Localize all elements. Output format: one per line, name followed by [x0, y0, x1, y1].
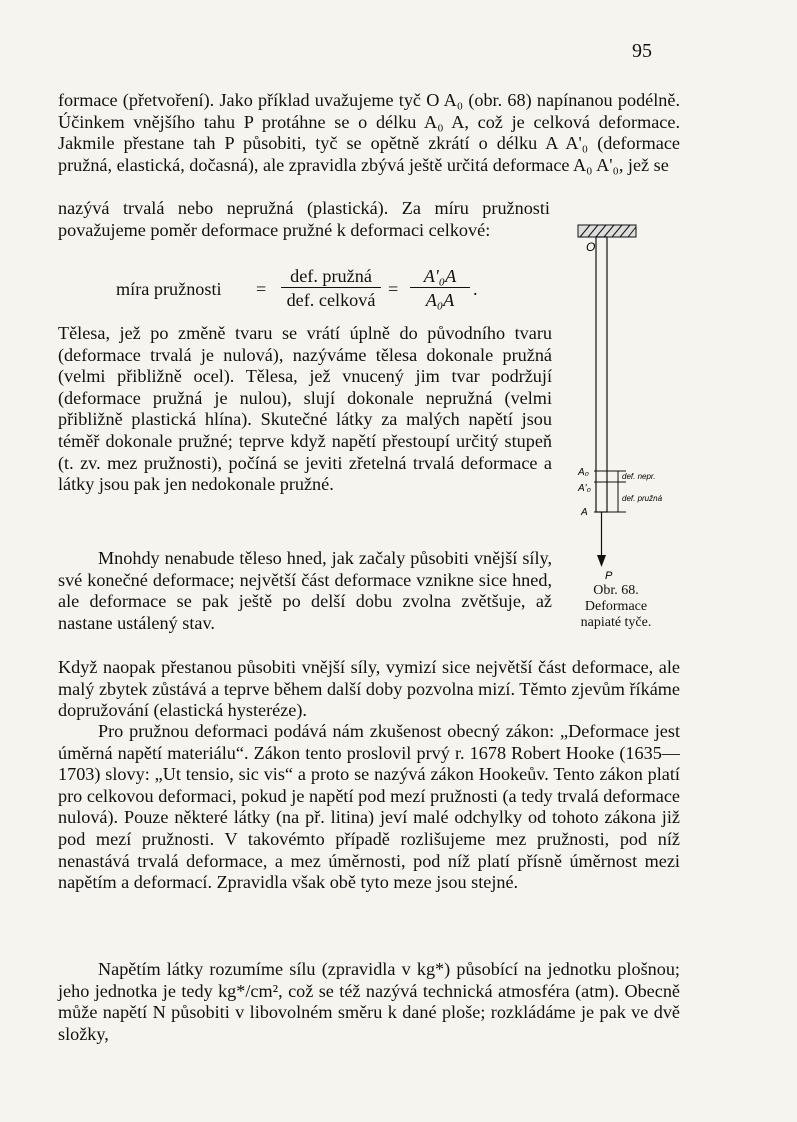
label-A0-prime: A'₀	[578, 483, 591, 494]
paragraph-3-top: Mnohdy nenabude těleso hned, jak začaly působiti vnější síly, své konečné deformace; největší část deformace vznikne sice hned, ale deformace se pak ještě po delší dobu zvolna zvětšuje, až nastane ustálený stav.	[58, 548, 552, 633]
annotation-def-nepr: def. nepr.	[622, 472, 656, 481]
caption-number: Obr. 68.	[593, 583, 639, 598]
fraction-symbols-numerator: A'₀A	[410, 265, 470, 288]
paragraph-3-bottom: Když naopak přestanou působiti vnější síly, vymizí sice největší část deformace, ale malý zbytek zůstává a teprve během další doby pozvolna mizí. Těmto zjevům říkáme dopružování (elastická hysteréze).	[58, 657, 680, 721]
formula-label: míra pružnosti	[116, 279, 222, 299]
paragraph-2: Tělesa, jež po změně tvaru se vrátí úplně do původního tvaru (deformace trvalá je nulová), nazýváme tělesa dokonale pružná (velmi přibližně ocel). Tělesa, jež vnucený jim tvar podržují (deformace pružná je nulou), slují dokonale nepružná (velmi přibližně plastická hlína). Skutečné látky za malých napětí jsou téměř dokonale pružné; teprve když napětí přestoupí určitý stupeň (t. zv. mez pružnosti), počíná se jeviti zřetelná trvalá deformace a látky jsou pak jen nedokonale pružné.	[58, 323, 552, 495]
label-O: O	[586, 240, 596, 254]
fraction-symbols-denominator: A₀A	[425, 290, 455, 310]
elasticity-formula	[116, 265, 586, 315]
force-arrow-head	[597, 555, 606, 567]
paragraph-5: Napětím látky rozumíme sílu (zpravidla v kg*) působící na jednotku plošnou; jeho jednotka je tedy kg*/cm², což se též nazývá technická atmosféra (atm). Obecně může napětí N působiti v libovolném směru k dané ploše; rozkládáme je pak ve dvě složky,	[58, 959, 680, 1044]
fraction-words	[281, 265, 381, 312]
paragraph-1-top: formace (přetvoření). Jako příklad uvažujeme tyč O A₀ (obr. 68) napínanou podélně. Účinkem vnějšího tahu P protáhne se o délku A₀ A, což je celková deformace. Jakmile přestane tah P působiti, tyč se opětně zkrátí o délku A A'₀ (deformace pružná, elastická, dočasná), ale zpravidla zbývá ještě určitá deformace A₀ A'₀, jež se	[58, 90, 680, 175]
fraction-symbols	[410, 265, 470, 312]
label-P: P	[605, 570, 613, 582]
formula-equals-1: =	[256, 279, 267, 299]
paragraph-1-bottom: nazývá trvalá nebo nepružná (plastická). Za míru pružnosti považujeme poměr deformace pružné k deformaci celkové:	[58, 198, 550, 240]
ceiling-hatch	[578, 225, 636, 237]
formula-equals-2: =	[388, 279, 399, 299]
caption-title: Deformace	[584, 599, 648, 614]
figure-caption	[556, 583, 676, 631]
fraction-words-denominator: def. celková	[286, 290, 376, 310]
formula-period: .	[473, 279, 478, 299]
caption-subtitle: napiaté tyče.	[580, 615, 652, 630]
page-number: 95	[632, 40, 652, 62]
label-A: A	[581, 507, 588, 518]
annotation-def-pruzna: def. pružná	[622, 494, 663, 503]
label-A0: A₀	[578, 467, 589, 478]
fraction-words-numerator: def. pružná	[281, 265, 381, 288]
paragraph-4: Pro pružnou deformaci podává nám zkušenost obecný zákon: „Deformace jest úměrná napětí materiálu“. Zákon tento proslovil prvý r. 1678 Robert Hooke (1635—1703) slovy: „Ut tensio, sic vis“ a proto se nazývá zákon Hookeův. Tento zákon platí pro celkovou deformaci, pokud je napětí pod mezí pružnosti (a tedy trvalá deformace nulová). Pouze některé látky (na př. litina) jeví malé odchylky od tohoto zákona již pod mezí pružnosti. V takovémto případě rozlišujeme mez pružnosti, pod níž nenastává trvalá deformace, a mez úměrnosti, pod níž platí přísně úměrnost mezi napětím a deformací. Zpravidla však obě tyto meze jsou stejné.	[58, 721, 680, 893]
